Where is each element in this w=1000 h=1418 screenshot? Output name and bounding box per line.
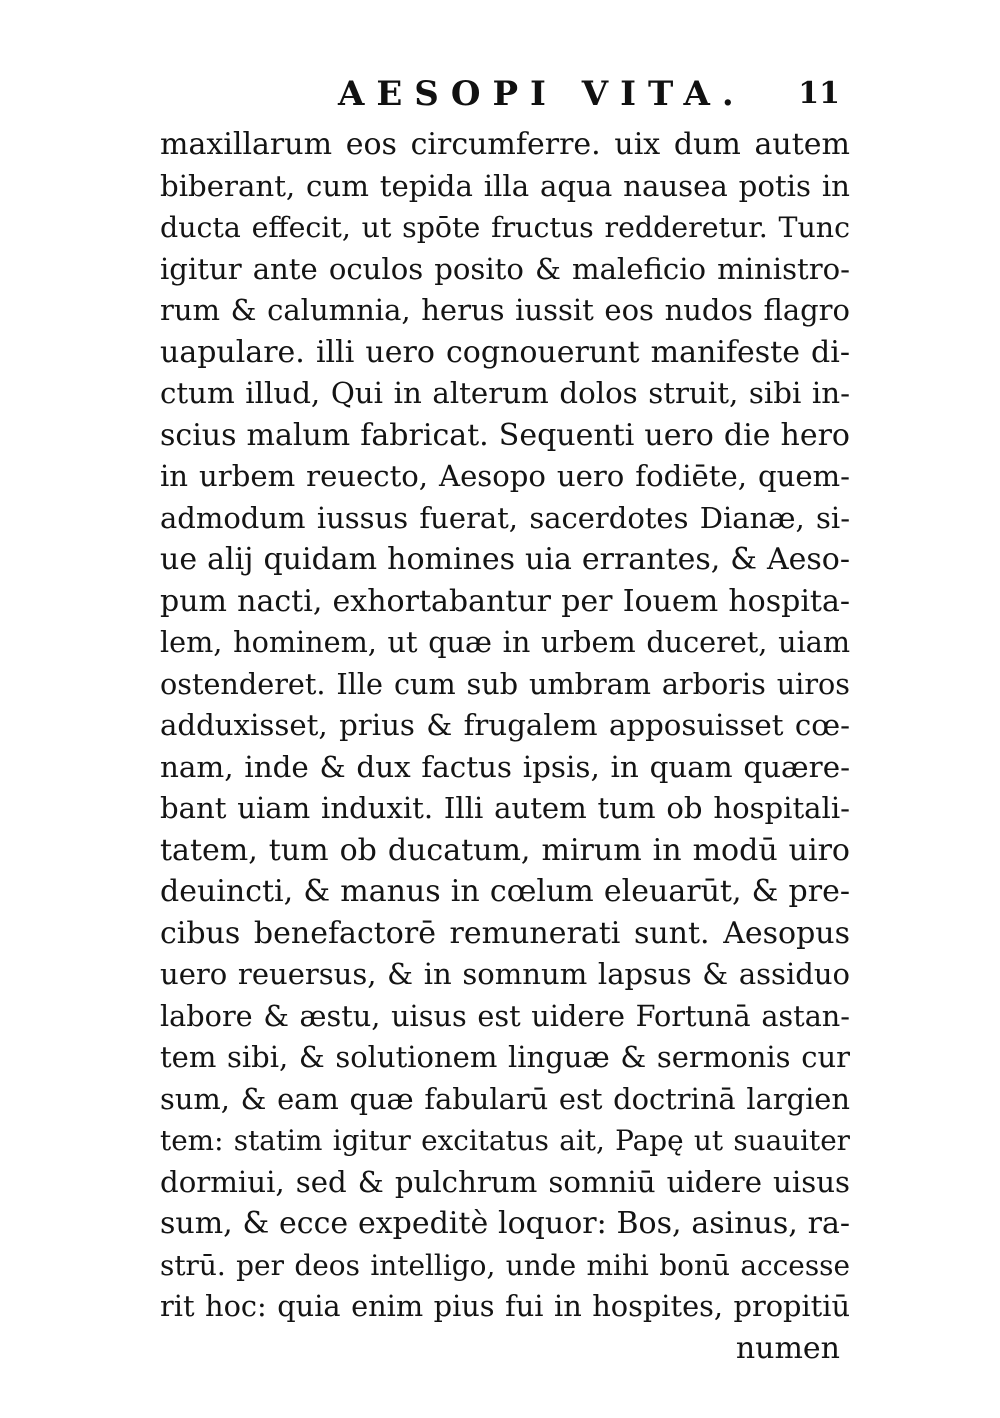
text-line: adduxisset, prius & frugalem apposuisset cœ- [160, 708, 850, 742]
text-line: rit hoc: quia enim pius fui in hospites, propitiū [160, 1289, 850, 1323]
running-head [160, 74, 850, 124]
text-line: maxillarum eos circumferre. uix dum autem [160, 127, 850, 162]
text-line: pum nacti, exhortabantur per Iouem hospita- [160, 583, 850, 619]
catchword: numen [735, 1330, 840, 1366]
text-line: ue alij quidam homines uia errantes, & Aeso- [160, 542, 850, 577]
text-line: rum & calumnia, herus iussit eos nudos flagro [160, 293, 850, 327]
page-number: 11 [798, 76, 840, 111]
text-line: tem: statim igitur excitatus ait, Papę ut suauiter [160, 1124, 850, 1157]
text-line: bant uiam induxit. Illi autem tum ob hospitali- [160, 791, 850, 825]
text-line: biberant, cum tepida illa aqua nausea potis in [160, 168, 850, 203]
text-line: igitur ante oculos posito & maleficio ministro- [160, 251, 850, 286]
text-line: uapulare. illi uero cognouerunt manifeste di- [160, 334, 850, 370]
text-line: tatem, tum ob ducatum, mirum in modū uiro [160, 832, 850, 868]
body-text [160, 124, 850, 1369]
text-line: admodum iussus fuerat, sacerdotes Dianæ, si- [160, 500, 850, 535]
text-line: cibus benefactorē remunerati sunt. Aesopus [160, 915, 850, 951]
text-line: tem sibi, & solutionem linguæ & sermonis cur [160, 1040, 850, 1074]
text-line: ostenderet. Ille cum sub umbram arboris uiros [160, 666, 850, 701]
running-title: AESOPI VITA. [338, 74, 746, 114]
text-line: ctum illud, Qui in alterum dolos struit, sibi in- [160, 376, 850, 410]
text-line: ducta effecit, ut spōte fructus redderetur. Tunc [160, 211, 850, 244]
text-line: in urbem reuecto, Aesopo uero fodiēte, quem- [160, 459, 850, 493]
text-line: scius malum fabricat. Sequenti uero die hero [160, 417, 850, 453]
text-line: sum, & ecce expeditè loquor: Bos, asinus, ra- [160, 1206, 850, 1241]
text-line: labore & æstu, uisus est uidere Fortunā astan- [160, 998, 850, 1033]
text-line: dormiui, sed & pulchrum somniū uidere uisus [160, 1164, 850, 1199]
text-line: strū. per deos intelligo, unde mihi bonū accesse [160, 1248, 850, 1282]
text-line: lem, hominem, ut quæ in urbem duceret, uiam [160, 625, 850, 659]
text-line: uero reuersus, & in somnum lapsus & assiduo [160, 957, 850, 991]
text-line: sum, & eam quæ fabularū est doctrinā largien [160, 1081, 850, 1116]
text-line: nam, inde & dux factus ipsis, in quam quære- [160, 749, 850, 784]
text-line: deuincti, & manus in cœlum eleuarūt, & pre- [160, 874, 850, 909]
